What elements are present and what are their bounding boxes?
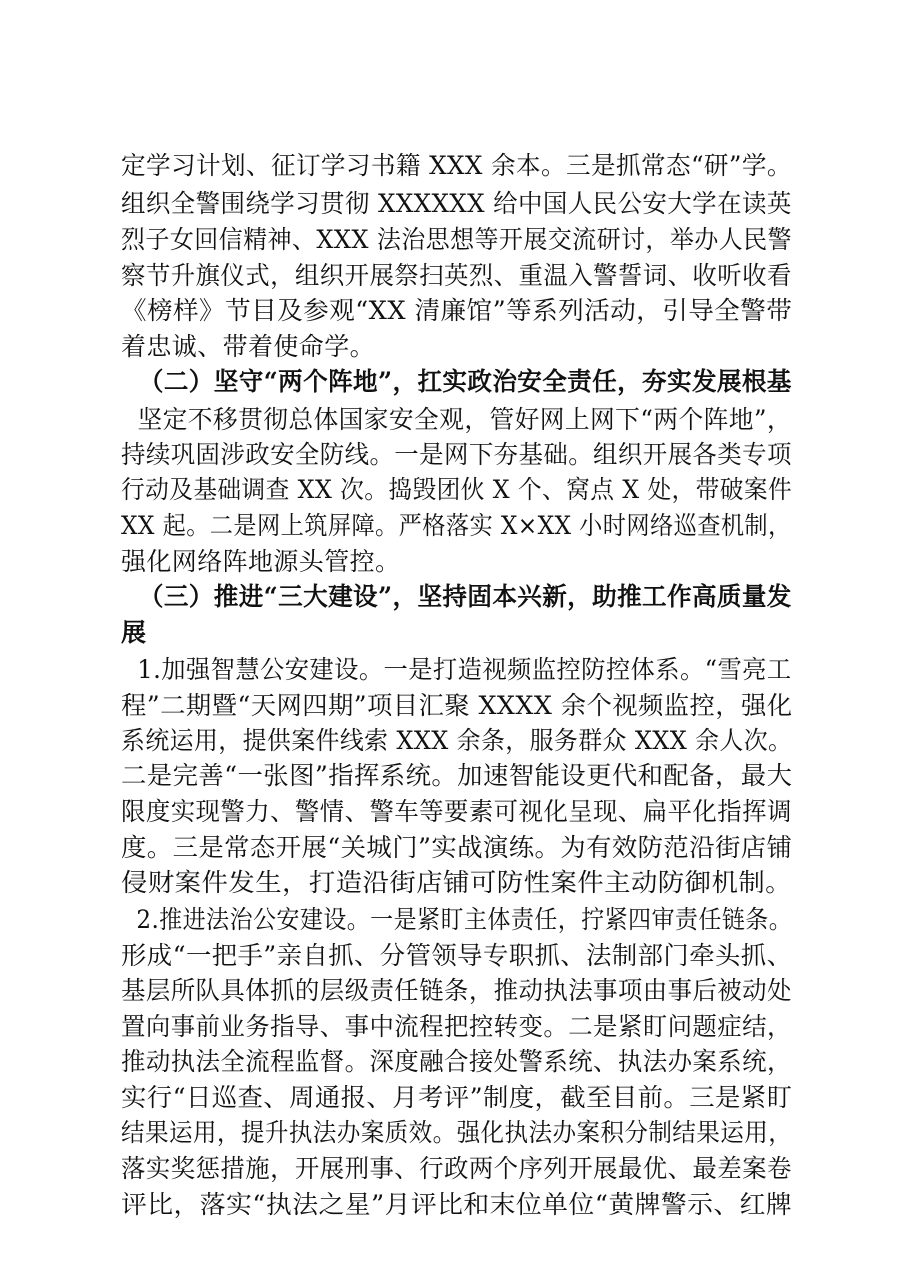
- text-line-18: 二是完善“一张图”指挥系统。加速智能设更代和配备，最大: [121, 761, 793, 790]
- text-line-5: 《榜样》节目及参观“XX 清廉馆”等系列活动，引导全警带: [121, 296, 793, 325]
- text-line-9: 持续巩固涉政安全防线。一是网下夯基础。组织开展各类专项: [121, 440, 792, 469]
- section-heading-3-cont: 展: [121, 618, 147, 647]
- text-line-26: 推动执法全流程监督。深度融合接处警系统、执法办案系统，: [121, 1047, 792, 1076]
- text-line-6: 着忠诚、带着使命学。: [121, 332, 376, 361]
- text-line-21: 侵财案件发生，打造沿街店铺可防性案件主动防御机制。: [121, 868, 793, 897]
- text-line-10: 行动及基础调查 XX 次。捣毁团伙 X 个、窝点 X 处，带破案件: [121, 475, 793, 504]
- text-line-4: 察节升旗仪式，组织开展祭扫英烈、重温入警誓词、收听收看: [121, 261, 792, 290]
- text-line-12: 强化网络阵地源头管控。: [121, 547, 401, 576]
- text-line-19: 限度实现警力、警情、警车等要素可视化呈现、扁平化指挥调: [121, 797, 792, 826]
- text-line-30: 评比，落实“执法之星”月评比和末位单位“黄牌警示、红牌: [121, 1190, 793, 1219]
- text-line-29: 落实奖惩措施，开展刑事、行政两个序列开展最优、最差案卷: [121, 1154, 792, 1183]
- text-line-1: 定学习计划、征订学习书籍 XXX 余本。三是抓常态“研”学。: [121, 151, 792, 180]
- text-line-24: 基层所队具体抓的层级责任链条，推动执法事项由事后被动处: [121, 976, 792, 1005]
- text-line-17: 系统运用，提供案件线索 XXX 余条，服务群众 XXX 余人次。: [121, 726, 793, 755]
- text-line-25: 置向事前业务指导、事中流程把控转变。二是紧盯问题症结，: [121, 1012, 792, 1041]
- text-line-8: 坚定不移贯彻总体国家安全观，管好网上网下“两个阵地”，: [121, 405, 793, 434]
- text-line-20: 度。三是常态开展“关城门”实战演练。为有效防范沿街店铺: [121, 833, 793, 862]
- text-line-3: 烈子女回信精神、XXX 法治思想等开展交流研讨，举办人民警: [121, 225, 792, 254]
- text-line-27: 实行“日巡查、周通报、月考评”制度，截至目前。三是紧盯: [121, 1083, 793, 1112]
- section-heading-3: （三）推进“三大建设”，坚持固本兴新，助推工作高质量发: [121, 582, 792, 611]
- text-line-15: 1.加强智慧公安建设。一是打造视频监控防控体系。“雪亮工: [121, 655, 792, 684]
- section-heading-2: （二）坚守“两个阵地”，扛实政治安全责任，夯实发展根基: [121, 367, 792, 396]
- text-line-28: 结果运用，提升执法办案质效。强化执法办案积分制结果运用，: [121, 1118, 793, 1147]
- text-line-22: 2.推进法治公安建设。一是紧盯主体责任，拧紧四审责任链条。: [121, 905, 793, 934]
- text-line-23: 形成“一把手”亲自抓、分管领导专职抓、法制部门牵头抓、: [121, 941, 793, 970]
- text-line-16: 程”二期暨“天网四期”项目汇聚 XXXX 余个视频监控，强化: [121, 691, 793, 720]
- text-line-2: 组织全警围绕学习贯彻 XXXXXX 给中国人民公安大学在读英: [121, 189, 792, 218]
- text-line-11: XX 起。二是网上筑屏障。严格落实 X×XX 小时网络巡查机制，: [121, 511, 792, 540]
